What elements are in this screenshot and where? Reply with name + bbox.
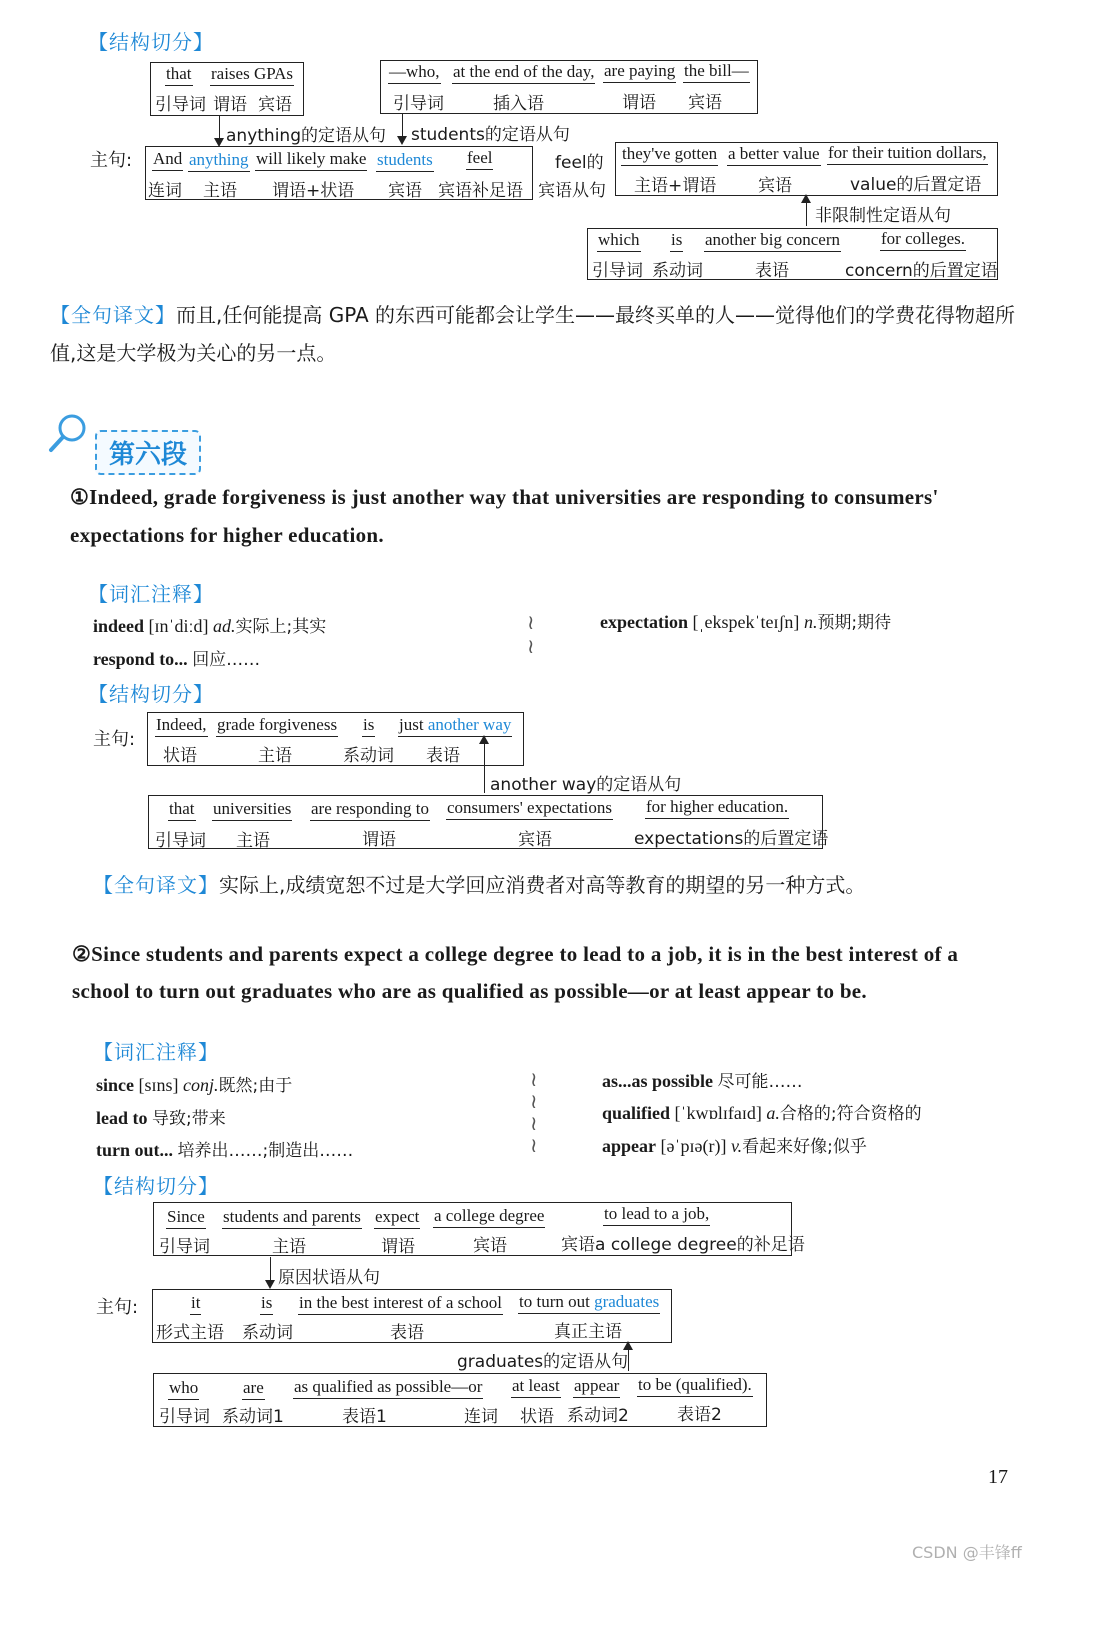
main-cell: anything: [188, 149, 250, 172]
clause-cell: the bill—: [683, 60, 750, 83]
trans-header: 【全句译文】: [93, 873, 219, 897]
translation-text: 实际上,成绩宽恕不过是大学回应消费者对高等教育的期望的另一种方式。: [219, 873, 866, 897]
role-label: 宾语: [388, 181, 422, 201]
clause-cell: are: [242, 1377, 265, 1400]
role-label: value的后置定语: [850, 175, 982, 195]
role-label: 宾语: [758, 176, 792, 196]
role-label: 真正主语: [554, 1322, 622, 1342]
clause-cell: as qualified as possible—or: [293, 1376, 483, 1399]
clause-cell: another big concern: [704, 229, 841, 252]
clause-cell: that: [168, 798, 196, 821]
clause-cell: raises GPAs: [210, 63, 294, 86]
clause-cell: a college degree: [433, 1205, 545, 1228]
role-label: 谓语: [362, 830, 396, 850]
role-label: 宾语补足语: [438, 181, 523, 201]
clause-cell: consumers' expectations: [446, 797, 613, 820]
role-label: 形式主语: [156, 1323, 224, 1343]
clause-cell: for higher education.: [645, 796, 789, 819]
clause-cell: which: [597, 229, 641, 252]
vocab-item: turn out... 培养出……;制造出……: [96, 1140, 354, 1161]
page-number: 17: [988, 1466, 1008, 1488]
divider-wave: ≀ ≀ ≀ ≀: [530, 1067, 538, 1157]
feel-object-label: feel的: [555, 153, 604, 173]
main-cell: to turn out graduates: [518, 1291, 660, 1314]
clause-cell: to lead to a job,: [603, 1203, 710, 1226]
arrow-label: 非限制性定语从句: [815, 206, 951, 226]
role-label: 宾语a college degree的补足语: [561, 1235, 805, 1255]
arrow-students: [402, 113, 403, 143]
arrow-label: 原因状语从句: [278, 1268, 380, 1288]
role-label: 主语: [258, 746, 292, 766]
watermark: CSDN @丰锋ff: [912, 1543, 1022, 1562]
clause-cell: students and parents: [222, 1206, 362, 1229]
trans-header: 【全句译文】: [50, 303, 176, 327]
role-label: concern的后置定语: [845, 261, 998, 281]
main-cell: in the best interest of a school: [298, 1292, 503, 1315]
main-clause-label: 主句:: [96, 1297, 139, 1318]
main-cell: students: [376, 149, 434, 172]
role-label: 主语: [203, 181, 237, 201]
struct-header-2: 【结构切分】: [93, 1174, 219, 1198]
role-label: 表语: [390, 1323, 424, 1343]
clause-cell: are responding to: [310, 798, 430, 821]
role-label: 连词: [464, 1407, 498, 1427]
clause-cell: at the end of the day,: [452, 61, 595, 84]
divider-wave: ≀ ≀: [527, 610, 535, 658]
arrow-anything: [219, 115, 220, 145]
sentence-2: ②Since students and parents expect a college degree to lead to a job, it is in the best interest of a school to turn out graduates who are as qualified as possible—or at least appear to be.: [72, 942, 959, 1003]
role-label: 谓语: [622, 93, 656, 113]
vocab-item: expectation [ˌekspekˈteɪʃn] n.预期;期待: [600, 612, 892, 633]
role-label: 主语+谓语: [634, 176, 717, 196]
vocab-header-2: 【词汇注释】: [93, 1040, 219, 1064]
main-cell: Indeed,: [155, 714, 208, 737]
vocab-item: as...as possible 尽可能……: [602, 1071, 803, 1092]
role-label: 连词: [148, 181, 182, 201]
role-label: 状语: [520, 1407, 554, 1427]
translation-top: [50, 296, 1020, 372]
role-label: expectations的后置定语: [634, 829, 829, 849]
role-label: 插入语: [493, 94, 544, 114]
vocab-item: qualified [ˈkwɒlɪfaɪd] a.合格的;符合资格的: [602, 1103, 922, 1124]
vocab-item: since [sɪns] conj.既然;由于: [96, 1075, 293, 1096]
main-cell: And: [152, 148, 183, 171]
clause-cell: for colleges.: [880, 228, 966, 251]
vocab-item: lead to 导致;带来: [96, 1108, 226, 1129]
clause-cell: is: [670, 229, 683, 252]
role-label: 系动词2: [567, 1406, 629, 1426]
magnifier-icon: [48, 412, 88, 458]
role-label: 系动词: [652, 261, 703, 281]
section-title: 第六段: [95, 430, 201, 475]
role-label: 引导词: [155, 95, 206, 115]
role-label: 主语: [272, 1237, 306, 1257]
arrow-reason: [270, 1257, 271, 1287]
clause-cell: appear: [573, 1375, 620, 1398]
role-label: 宾语: [688, 93, 722, 113]
clause-cell: Since: [166, 1206, 206, 1229]
main-clause-label: 主句:: [90, 150, 133, 171]
role-label: 主语: [236, 831, 270, 851]
main-cell: is: [260, 1292, 273, 1315]
clause-cell: —who,: [388, 61, 441, 84]
vocab-item: respond to... 回应……: [93, 649, 261, 670]
sentence-1: ①Indeed, grade forgiveness is just another way that universities are responding to consumers' expectations for higher education.: [70, 485, 939, 547]
clause-cell: to be (qualified).: [637, 1374, 753, 1397]
translation-s1: [93, 866, 1023, 904]
role-label: 引导词: [592, 261, 643, 281]
main-clause-label: 主句:: [93, 729, 136, 750]
role-label: 表语1: [342, 1407, 387, 1427]
clause-cell: who: [168, 1377, 199, 1400]
clause-cell: expect: [374, 1206, 420, 1229]
role-label: 引导词: [155, 831, 206, 851]
clause-cell: are paying: [603, 60, 676, 83]
arrow-another-way: [484, 737, 485, 793]
role-label: 宾语: [518, 830, 552, 850]
clause-cell: universities: [212, 798, 292, 821]
arrow-label: students的定语从句: [411, 125, 570, 145]
arrow-nonrestrictive: [806, 196, 807, 226]
role-label: 宾语: [473, 1236, 507, 1256]
role-label: 引导词: [159, 1237, 210, 1257]
role-label: 引导词: [393, 94, 444, 114]
clause-cell: at least: [511, 1375, 561, 1398]
translation-text: 而且,任何能提高 GPA 的东西可能都会让学生——最终买单的人——觉得他们的学费花得物超所值,这是大学极为关心的另一点。: [50, 303, 1016, 365]
arrow-label: another way的定语从句: [490, 775, 682, 795]
struct-header-1: 【结构切分】: [88, 682, 214, 706]
main-cell: grade forgiveness: [216, 714, 338, 737]
vocab-header-1: 【词汇注释】: [88, 582, 214, 606]
clause-cell: a better value: [727, 143, 821, 166]
role-label: 表语2: [677, 1405, 722, 1425]
main-cell: it: [190, 1292, 201, 1315]
role-label: 引导词: [159, 1407, 210, 1427]
main-cell: just another way: [398, 714, 512, 737]
arrow-label: anything的定语从句: [226, 126, 386, 146]
role-label: 表语: [755, 261, 789, 281]
role-label: 谓语: [213, 95, 247, 115]
main-cell: will likely make: [255, 148, 367, 171]
clause-cell: they've gotten: [621, 143, 718, 166]
clause-cell: for their tuition dollars,: [827, 142, 988, 165]
main-cell: feel: [466, 147, 493, 170]
role-label: 系动词: [343, 746, 394, 766]
main-cell: is: [362, 714, 375, 737]
vocab-item: appear [əˈpɪə(r)] v.看起来好像;似乎: [602, 1136, 867, 1157]
clause-cell: that: [165, 63, 193, 86]
vocab-item: indeed [ɪnˈdiːd] ad.实际上;其实: [93, 616, 327, 637]
feel-object-role: 宾语从句: [538, 181, 606, 201]
role-label: 系动词1: [222, 1407, 284, 1427]
role-label: 谓语+状语: [272, 181, 355, 201]
role-label: 状语: [163, 746, 197, 766]
role-label: 表语: [426, 746, 460, 766]
role-label: 谓语: [381, 1237, 415, 1257]
role-label: 宾语: [258, 95, 292, 115]
role-label: 系动词: [242, 1323, 293, 1343]
struct-header-top: 【结构切分】: [88, 30, 214, 54]
arrow-label: graduates的定语从句: [457, 1352, 629, 1372]
